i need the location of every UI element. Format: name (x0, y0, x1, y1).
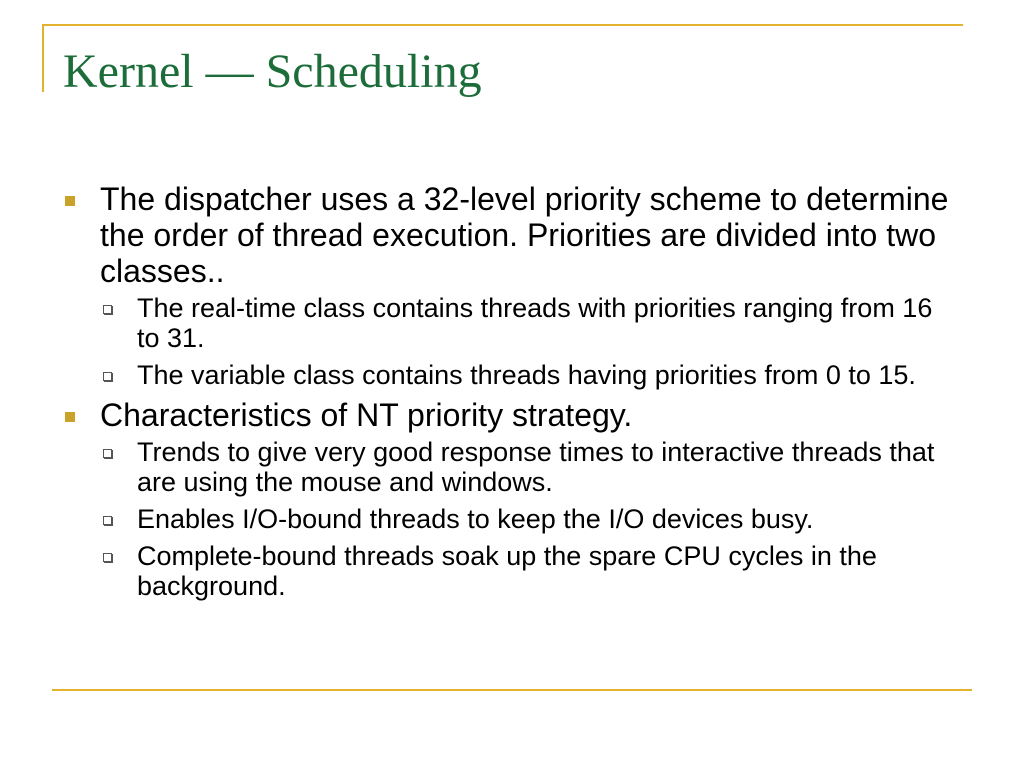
footer-rule (52, 689, 972, 691)
sub-bullet-list (100, 437, 962, 601)
title-frame-left-rule (42, 24, 44, 92)
sub-bullet-text: Trends to give very good response times to interactive threads that are using the mouse and windows. (137, 437, 935, 497)
hollow-square-bullet-icon (103, 449, 112, 458)
square-bullet-icon (65, 196, 75, 206)
hollow-square-bullet-icon (103, 516, 112, 525)
sub-bullet-item (100, 293, 962, 353)
hollow-square-bullet-icon (103, 305, 112, 314)
sub-bullet-text: The variable class contains threads having priorities from 0 to 15. (137, 360, 916, 390)
sub-bullet-item (100, 541, 962, 601)
sub-bullet-item (100, 360, 962, 390)
sub-bullet-item (100, 437, 962, 497)
hollow-square-bullet-icon (103, 553, 112, 562)
sub-bullet-list (100, 293, 962, 390)
bullet-text: The dispatcher uses a 32-level priority scheme to determine the order of thread execution. Priorities are divided into two classes.. (100, 181, 949, 289)
sub-bullet-item (100, 504, 962, 534)
square-bullet-icon (65, 412, 75, 422)
bullet-text: Characteristics of NT priority strategy. (100, 397, 633, 433)
bullet-item (62, 397, 962, 601)
slide-body (62, 181, 962, 608)
slide-title: Kernel — Scheduling (63, 45, 482, 98)
title-frame-top-rule (42, 24, 963, 26)
sub-bullet-text: The real-time class contains threads with priorities ranging from 16 to 31. (137, 293, 933, 353)
hollow-square-bullet-icon (103, 372, 112, 381)
bullet-item (62, 181, 962, 390)
sub-bullet-text: Complete-bound threads soak up the spare CPU cycles in the background. (137, 541, 877, 601)
sub-bullet-text: Enables I/O-bound threads to keep the I/O devices busy. (137, 504, 814, 534)
